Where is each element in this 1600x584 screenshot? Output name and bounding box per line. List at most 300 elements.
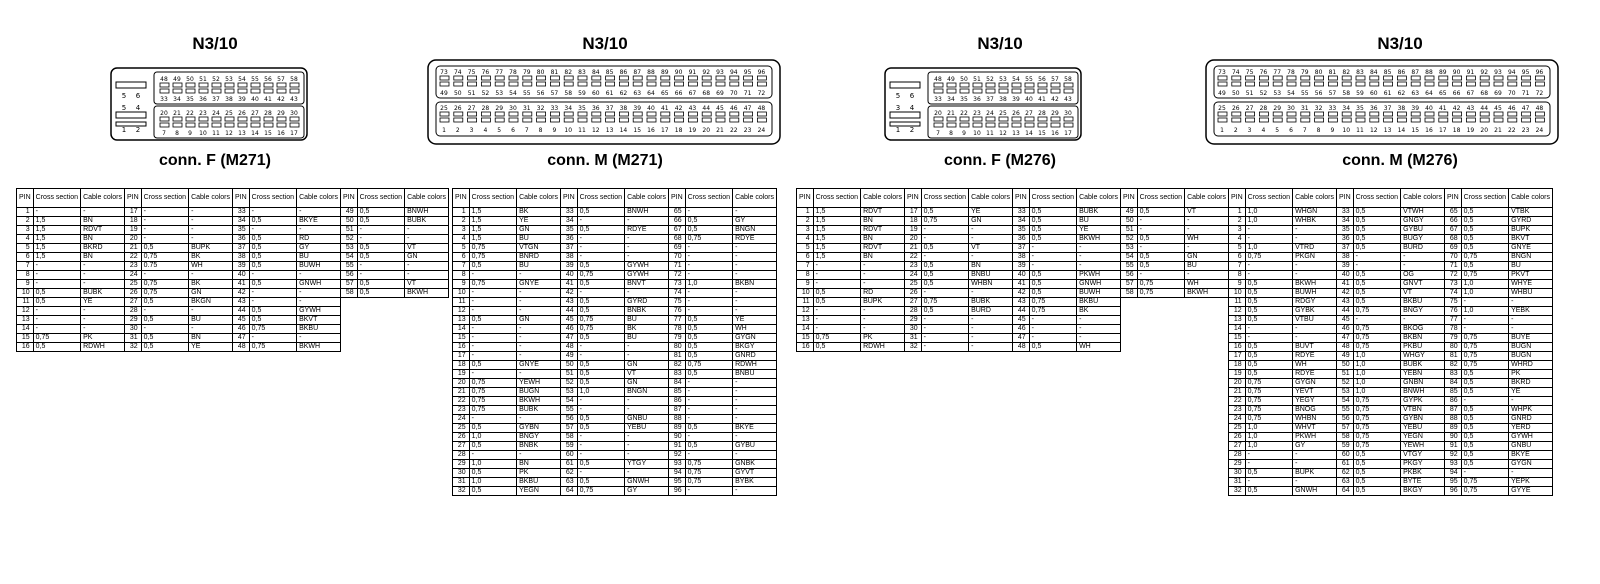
cross-section: 0,5 xyxy=(685,217,732,226)
cable-color: GNBU xyxy=(1509,442,1553,451)
pin-label: 28 xyxy=(264,110,272,117)
table-row xyxy=(17,325,449,334)
pin-number: 20 xyxy=(125,235,142,244)
table-row xyxy=(797,217,1229,226)
pin-number: 67 xyxy=(1445,226,1462,235)
pin-label: 18 xyxy=(674,127,683,134)
cross-section: 0,5 xyxy=(685,334,732,343)
pin-slot xyxy=(277,83,286,87)
pin-number: 14 xyxy=(17,325,34,334)
cross-section: 0,5 xyxy=(577,379,624,388)
pin-number: 12 xyxy=(17,307,34,316)
pin-number: 9 xyxy=(17,280,34,289)
pin-number: 35 xyxy=(233,226,250,235)
pin-label: 56 xyxy=(1038,76,1046,83)
table-row xyxy=(1229,244,1553,253)
pin-label: 7 xyxy=(524,127,529,134)
cross-section: - xyxy=(33,316,80,325)
pin-label: 49 xyxy=(1218,90,1226,97)
pin-label: 25 xyxy=(440,105,448,112)
pin-number: 90 xyxy=(669,433,686,442)
pin-slot xyxy=(730,82,739,86)
pin-slot xyxy=(1466,112,1475,116)
cable-color: BNBK xyxy=(517,442,561,451)
pin-number: 42 xyxy=(1013,289,1030,298)
table-header-pin: PIN xyxy=(1229,189,1246,208)
pin-label: 54 xyxy=(509,90,517,97)
pin-number: 73 xyxy=(1445,280,1462,289)
pin-label: 41 xyxy=(1038,96,1046,103)
cable-color: - xyxy=(969,334,1013,343)
pin-slot xyxy=(592,76,601,80)
pin-label: 32 xyxy=(1314,105,1323,112)
pin-number: 23 xyxy=(453,406,470,415)
cross-section: - xyxy=(469,298,516,307)
pin-label: 4 xyxy=(483,127,488,134)
cable-color: BKBU xyxy=(517,478,561,487)
pin-label: 40 xyxy=(1025,96,1033,103)
pin-number: 76 xyxy=(1445,307,1462,316)
pin-label: 59 xyxy=(1356,90,1364,97)
pin-label: 27 xyxy=(467,105,476,112)
cable-color: GNWH xyxy=(1077,280,1121,289)
pin-number: 10 xyxy=(797,289,814,298)
pin-slot xyxy=(1218,76,1227,80)
pin-label: 94 xyxy=(729,69,738,76)
cable-color: GNRD xyxy=(733,352,777,361)
pin-label: 3 xyxy=(895,104,901,112)
cross-section: 0,5 xyxy=(33,289,80,298)
cross-section: - xyxy=(33,325,80,334)
pin-slot xyxy=(509,112,518,116)
table-row xyxy=(1229,280,1553,289)
pin-number: 37 xyxy=(233,244,250,253)
pin-number: 40 xyxy=(1337,271,1354,280)
cable-color: BNBK xyxy=(625,307,669,316)
pin-label: 93 xyxy=(716,69,724,76)
pin-label: 76 xyxy=(481,69,490,76)
pin-label: 52 xyxy=(212,76,220,83)
cable-color: BU xyxy=(297,253,341,262)
pin-label: 31 xyxy=(522,105,531,112)
cable-color: BUBK xyxy=(81,289,125,298)
pin-slot xyxy=(1259,112,1268,116)
pin-slot xyxy=(225,83,234,87)
cross-section: 0,5 xyxy=(357,280,404,289)
cross-section: 0,5 xyxy=(577,370,624,379)
pin-label: 5 xyxy=(497,127,502,134)
pin-label: 39 xyxy=(238,96,246,103)
panel-title: N3/10 xyxy=(977,34,1023,53)
pin-number: 20 xyxy=(1229,379,1246,388)
pin-number: 21 xyxy=(1229,388,1246,397)
cable-color: BNGY xyxy=(1401,307,1445,316)
pin-number: 35 xyxy=(561,226,578,235)
cross-section: 0,5 xyxy=(1353,226,1400,235)
pin-number xyxy=(341,334,358,343)
cable-color: GYGN xyxy=(1509,460,1553,469)
pin-slot xyxy=(212,83,221,87)
pin-number: 47 xyxy=(561,334,578,343)
cross-section: 1,0 xyxy=(469,460,516,469)
cross-section: 0,5 xyxy=(577,262,624,271)
pin-number: 14 xyxy=(1229,325,1246,334)
cable-color: - xyxy=(405,235,449,244)
cross-section: 0,5 xyxy=(1461,415,1508,424)
table-row xyxy=(1229,424,1553,433)
table-header-cross: Cross section xyxy=(357,189,404,208)
table-row xyxy=(1229,289,1553,298)
table-row xyxy=(1229,271,1553,280)
cross-section: - xyxy=(577,352,624,361)
cross-section: 0,5 xyxy=(921,208,968,217)
cross-section: 0,5 xyxy=(1353,235,1400,244)
cross-section: 0,5 xyxy=(1137,253,1184,262)
pin-number: 49 xyxy=(561,352,578,361)
pin-label: 43 xyxy=(290,96,298,103)
cable-color: GN xyxy=(625,379,669,388)
cross-section: - xyxy=(249,334,296,343)
table-row xyxy=(1229,370,1553,379)
cable-color: - xyxy=(297,226,341,235)
pin-label: 89 xyxy=(660,69,669,76)
pin-slot xyxy=(1301,82,1310,86)
cross-section: 1,5 xyxy=(813,226,860,235)
cable-color: BKGN xyxy=(189,298,233,307)
pin-label: 14 xyxy=(619,127,628,134)
pin-number: 3 xyxy=(453,226,470,235)
pin-slot xyxy=(633,118,642,122)
cross-section: - xyxy=(813,262,860,271)
cable-color: - xyxy=(517,352,561,361)
cable-color: WH xyxy=(733,325,777,334)
cross-section: - xyxy=(577,217,624,226)
pin-label: 39 xyxy=(1012,96,1020,103)
cable-color: BNGN xyxy=(733,226,777,235)
pin-number: 18 xyxy=(453,361,470,370)
pin-number: 46 xyxy=(1013,325,1030,334)
cable-color: VT xyxy=(969,244,1013,253)
pin-slot xyxy=(757,76,766,80)
pin-label: 48 xyxy=(757,105,766,112)
pin-slot xyxy=(890,122,920,126)
pin-number: 40 xyxy=(233,271,250,280)
table-row xyxy=(797,244,1229,253)
pin-slot xyxy=(973,123,982,127)
pin-label: 77 xyxy=(1273,69,1282,76)
pin-label: 92 xyxy=(702,69,711,76)
cable-color: VTBU xyxy=(1293,316,1337,325)
table-header-cable: Cable colors xyxy=(1293,189,1337,208)
table-row xyxy=(1229,460,1553,469)
cable-color: - xyxy=(517,271,561,280)
pin-number: 92 xyxy=(669,451,686,460)
pin-label: 90 xyxy=(674,69,683,76)
cross-section: 0,5 xyxy=(1353,217,1400,226)
table-row xyxy=(17,253,449,262)
pin-slot xyxy=(999,83,1008,87)
pin-number: 3 xyxy=(797,226,814,235)
cable-color: WHGY xyxy=(1401,352,1445,361)
cross-section: 1,0 xyxy=(1461,307,1508,316)
pin-label: 64 xyxy=(1425,90,1433,97)
cross-section: 0,5 xyxy=(1353,208,1400,217)
pin-number: 45 xyxy=(233,316,250,325)
pin-number: 10 xyxy=(17,289,34,298)
cross-section: - xyxy=(921,253,968,262)
cable-color: PK xyxy=(517,469,561,478)
cable-color: RDWH xyxy=(81,343,125,352)
cross-section: - xyxy=(1245,451,1292,460)
cable-color: - xyxy=(625,352,669,361)
cross-section: 1,0 xyxy=(1461,289,1508,298)
pin-slot xyxy=(264,83,273,87)
pin-label: 24 xyxy=(212,110,220,117)
pin-slot xyxy=(730,76,739,80)
pin-label: 53 xyxy=(1273,90,1282,97)
table-row xyxy=(17,244,449,253)
pin-slot xyxy=(730,112,739,116)
pin-slot xyxy=(1273,76,1282,80)
table-row xyxy=(453,415,777,424)
pin-number: 48 xyxy=(1337,343,1354,352)
cross-section: - xyxy=(1137,226,1184,235)
pin-slot xyxy=(1232,118,1241,122)
cable-color: GY xyxy=(625,487,669,496)
pin-number: 28 xyxy=(905,307,922,316)
cross-section: - xyxy=(1245,262,1292,271)
pin-label: 29 xyxy=(1051,110,1059,117)
cable-color: BU xyxy=(1077,217,1121,226)
pin-slot xyxy=(1425,82,1434,86)
cross-section: - xyxy=(33,262,80,271)
pin-number: 59 xyxy=(561,442,578,451)
cable-color: - xyxy=(297,208,341,217)
pin-label: 48 xyxy=(160,76,168,83)
pin-number: 58 xyxy=(1337,433,1354,442)
cross-section: 0,75 xyxy=(1029,307,1076,316)
pin-label: 34 xyxy=(564,105,573,112)
cross-section: 0,75 xyxy=(577,487,624,496)
pin-slot xyxy=(1328,112,1337,116)
pin-label: 29 xyxy=(495,105,504,112)
pin-slot xyxy=(454,76,463,80)
pin-slot xyxy=(1439,82,1448,86)
cross-section: 1,0 xyxy=(1245,217,1292,226)
cable-color: BU xyxy=(625,334,669,343)
pin-number: 2 xyxy=(797,217,814,226)
pin-slot xyxy=(633,76,642,80)
cross-section: 1,0 xyxy=(469,433,516,442)
pin-slot xyxy=(973,83,982,87)
cable-color: WHBU xyxy=(1509,289,1553,298)
cable-color: RDVT xyxy=(861,226,905,235)
pin-number: 93 xyxy=(1445,460,1462,469)
pin-slot xyxy=(264,123,273,127)
cross-section: - xyxy=(33,280,80,289)
pin-number: 44 xyxy=(1013,307,1030,316)
pin-number: 47 xyxy=(1013,334,1030,343)
cable-color: BU xyxy=(625,316,669,325)
pin-number: 34 xyxy=(233,217,250,226)
pin-slot xyxy=(523,112,532,116)
pin-number: 52 xyxy=(561,379,578,388)
cable-color: - xyxy=(861,280,905,289)
pin-number: 27 xyxy=(453,442,470,451)
cross-section: 1,5 xyxy=(813,208,860,217)
pin-label: 44 xyxy=(1480,105,1489,112)
pin-label: 50 xyxy=(186,76,194,83)
table-row xyxy=(17,289,449,298)
pin-number: 46 xyxy=(1337,325,1354,334)
pin-number: 59 xyxy=(1337,442,1354,451)
pin-number: 88 xyxy=(1445,415,1462,424)
table-header-pin: PIN xyxy=(341,189,358,208)
pin-slot xyxy=(606,76,615,80)
pin-label: 22 xyxy=(1507,127,1516,134)
pin-label: 64 xyxy=(647,90,655,97)
pin-slot xyxy=(160,83,169,87)
table-row xyxy=(17,334,449,343)
cable-color: YEWH xyxy=(517,379,561,388)
cross-section: 0,5 xyxy=(141,343,188,352)
panel-m-m276 xyxy=(1200,0,1600,584)
pin-slot xyxy=(1397,118,1406,122)
pin-label: 10 xyxy=(973,130,981,137)
pin-label: 92 xyxy=(1480,69,1489,76)
cable-color: BKGY xyxy=(1401,487,1445,496)
table-row xyxy=(17,343,449,352)
cable-color: - xyxy=(625,235,669,244)
pin-number: 25 xyxy=(125,280,142,289)
pin-slot xyxy=(702,118,711,122)
pin-number: 45 xyxy=(1013,316,1030,325)
pin-slot xyxy=(251,117,260,121)
pin-slot xyxy=(160,117,169,121)
table-row xyxy=(797,325,1229,334)
pin-label: 20 xyxy=(702,127,711,134)
cross-section: 0,5 xyxy=(1245,487,1292,496)
cable-color: BNWH xyxy=(625,208,669,217)
pin-number: 22 xyxy=(125,253,142,262)
cable-color: BUWH xyxy=(1293,289,1337,298)
table-header-cross: Cross section xyxy=(921,189,968,208)
cross-section: 0,5 xyxy=(1029,217,1076,226)
pin-label: 15 xyxy=(633,127,642,134)
cable-color: GNGY xyxy=(1401,217,1445,226)
pin-number: 11 xyxy=(797,298,814,307)
cable-color: BNGY xyxy=(517,433,561,442)
pin-label: 3 xyxy=(1247,127,1252,134)
pin-slot xyxy=(1494,82,1503,86)
cable-color: VTGN xyxy=(517,244,561,253)
pin-number: 90 xyxy=(1445,433,1462,442)
pin-label: 36 xyxy=(973,96,981,103)
pin-label: 68 xyxy=(702,90,711,97)
pin-number: 69 xyxy=(669,244,686,253)
cross-section: 0,5 xyxy=(1461,424,1508,433)
cable-color: - xyxy=(517,307,561,316)
pin-slot xyxy=(1397,112,1406,116)
pin-label: 51 xyxy=(973,76,981,83)
pin-number: 55 xyxy=(1121,262,1138,271)
cross-section: 0,5 xyxy=(1029,280,1076,289)
cable-color: VTBK xyxy=(1509,208,1553,217)
cross-section: 0,75 xyxy=(1353,334,1400,343)
pin-number: 92 xyxy=(1445,451,1462,460)
cable-color: WHVT xyxy=(1293,424,1337,433)
pin-number: 20 xyxy=(453,379,470,388)
pin-slot xyxy=(1466,76,1475,80)
pin-number: 10 xyxy=(1229,289,1246,298)
table-row xyxy=(797,289,1229,298)
pin-slot xyxy=(251,83,260,87)
pin-number: 29 xyxy=(453,460,470,469)
pin-slot xyxy=(1508,112,1517,116)
pin-label: 67 xyxy=(1466,90,1475,97)
pin-number: 16 xyxy=(1229,343,1246,352)
pin-label: 17 xyxy=(1064,130,1072,137)
cable-color: - xyxy=(969,235,1013,244)
pin-slot xyxy=(592,112,601,116)
cable-color: BKWH xyxy=(1293,280,1337,289)
pin-slot xyxy=(212,89,221,93)
pin-label: 71 xyxy=(1521,90,1530,97)
pin-number: 15 xyxy=(453,334,470,343)
pin-number xyxy=(1121,298,1138,307)
pin-slot xyxy=(1356,76,1365,80)
connector-label: conn. M (M271) xyxy=(547,152,663,169)
table-header-pin: PIN xyxy=(125,189,142,208)
pin-slot xyxy=(1259,118,1268,122)
pin-number: 68 xyxy=(669,235,686,244)
pin-slot xyxy=(1453,112,1462,116)
pin-label: 15 xyxy=(264,130,272,137)
pin-label: 28 xyxy=(1038,110,1046,117)
cable-color: - xyxy=(1293,460,1337,469)
pin-number: 44 xyxy=(1337,307,1354,316)
cross-section: 0,75 xyxy=(685,460,732,469)
cross-section: - xyxy=(1245,478,1292,487)
pin-slot xyxy=(744,112,753,116)
pin-slot xyxy=(251,89,260,93)
cross-section: - xyxy=(1029,262,1076,271)
cable-color: GYBK xyxy=(1293,307,1337,316)
cable-color: - xyxy=(1185,271,1229,280)
pin-slot xyxy=(973,89,982,93)
pin-slot xyxy=(173,117,182,121)
pin-number: 76 xyxy=(669,307,686,316)
pin-label: 61 xyxy=(1383,90,1392,97)
pin-number: 17 xyxy=(125,208,142,217)
cable-color: BU xyxy=(1185,262,1229,271)
cable-color: BN xyxy=(81,253,125,262)
cross-section: 0,5 xyxy=(1029,235,1076,244)
pin-table xyxy=(796,188,1229,352)
cross-section: 0,75 xyxy=(249,325,296,334)
cross-section: 1,5 xyxy=(813,217,860,226)
pin-slot xyxy=(1301,112,1310,116)
table-row xyxy=(1229,415,1553,424)
pin-number: 3 xyxy=(1229,226,1246,235)
cable-color: - xyxy=(969,253,1013,262)
pin-label: 6 xyxy=(511,127,515,134)
table-row xyxy=(453,397,777,406)
pin-slot xyxy=(1425,118,1434,122)
pin-number: 13 xyxy=(453,316,470,325)
pin-label: 9 xyxy=(1330,127,1335,134)
cable-color: - xyxy=(861,307,905,316)
